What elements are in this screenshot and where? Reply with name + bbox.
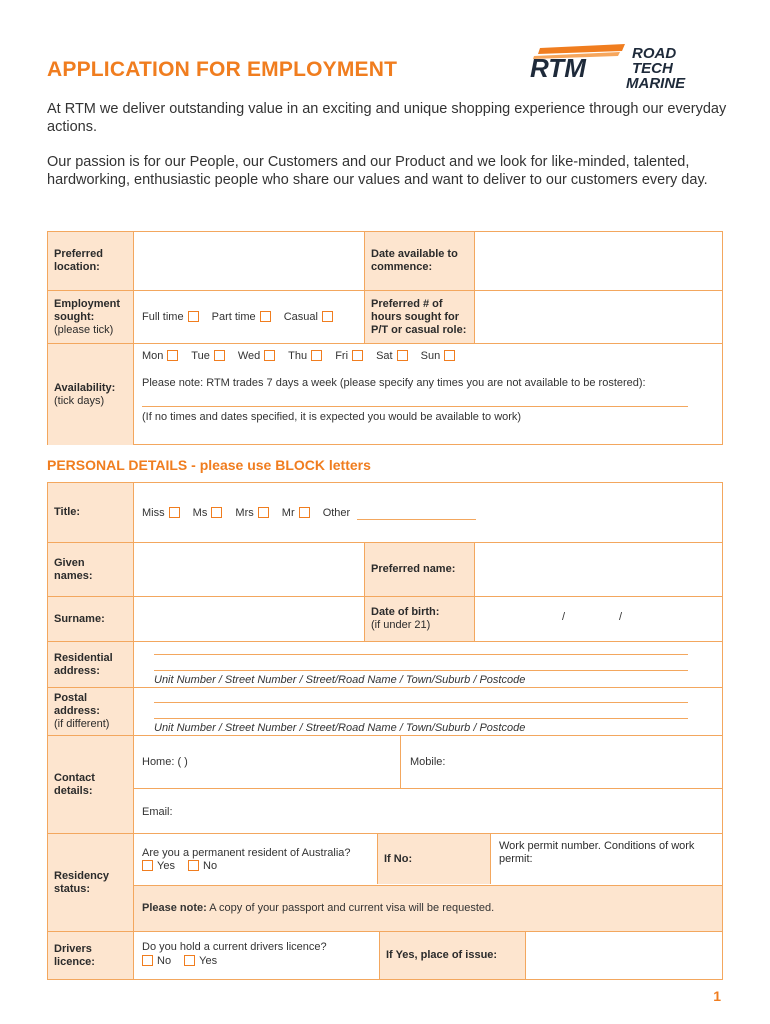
intro-paragraph-2: Our passion is for our People, our Customers and our Product and we look for like-minded, talented, hardworking, enthusiastic people who share our values and want to deliver to our customers every day.	[47, 154, 708, 188]
preferred-name-label: Preferred name:	[371, 563, 456, 575]
date-available-input[interactable]	[475, 232, 722, 290]
postal-line-2[interactable]	[154, 718, 688, 719]
postal-line-1[interactable]	[154, 702, 688, 703]
row-drivers	[48, 931, 722, 979]
residential-hint: Unit Number / Street Number / Street/Road Name / Town/Suburb / Postcode	[154, 674, 526, 686]
employment-sought-label: Employment sought:	[54, 297, 121, 323]
casual-checkbox[interactable]	[322, 311, 333, 322]
please-note-label: Please note:	[142, 902, 207, 914]
postal-hint: Unit Number / Street Number / Street/Road Name / Town/Suburb / Postcode	[154, 722, 526, 734]
intro-paragraph-1: At RTM we deliver outstanding value in an exciting and unique shopping experience through our everyday actions.	[47, 101, 727, 135]
day-sat-label: Sat	[376, 350, 393, 362]
day-mon-checkbox[interactable]	[167, 350, 178, 361]
licence-no-label: No	[157, 955, 172, 967]
drivers-licence-label: Drivers licence:	[54, 942, 95, 968]
page-number: 1	[713, 988, 721, 1004]
day-wed-checkbox[interactable]	[264, 350, 275, 361]
title-other-line[interactable]	[357, 519, 476, 520]
logo-tech-text: TECH	[632, 60, 673, 77]
row-location	[48, 232, 722, 290]
contact-separator	[134, 788, 722, 789]
part-time-label: Part time	[211, 311, 256, 323]
day-sun-label: Sun	[420, 350, 441, 362]
title-ms-checkbox[interactable]	[211, 507, 222, 518]
employment-form	[47, 231, 723, 445]
preferred-location-label: Preferred location:	[54, 248, 103, 273]
if-yes-label: If Yes, place of issue:	[386, 949, 498, 961]
title-mrs-label: Mrs	[235, 507, 254, 519]
preferred-hours-input[interactable]	[475, 291, 722, 344]
row-residential	[48, 641, 722, 687]
row-employment	[48, 290, 722, 343]
licence-no-checkbox[interactable]	[142, 955, 153, 966]
title-miss-checkbox[interactable]	[169, 507, 180, 518]
logo-rtm-text: RTM	[530, 53, 586, 83]
mobile-label: Mobile:	[410, 756, 446, 768]
rtm-logo	[530, 42, 730, 92]
contact-divider	[400, 736, 401, 788]
residency-status-label: Residency status:	[54, 869, 110, 895]
surname-label: Surname:	[54, 612, 105, 625]
availability-note: Please note: RTM trades 7 days a week (please specify any times you are not available to be rostered):	[142, 377, 646, 389]
preferred-hours-label: Preferred # of hours sought for P/T or casual role:	[371, 297, 467, 336]
surname-input[interactable]	[134, 597, 364, 642]
day-mon-label: Mon	[142, 350, 164, 362]
licence-yes-label: Yes	[199, 955, 218, 967]
availability-expected: (If no times and dates specified, it is expected you would be available to work)	[142, 411, 522, 423]
residential-line-1[interactable]	[154, 654, 688, 655]
day-fri-checkbox[interactable]	[352, 350, 363, 361]
availability-line[interactable]	[142, 406, 688, 407]
full-time-label: Full time	[142, 311, 184, 323]
title-miss-label: Miss	[142, 507, 165, 519]
title-label: Title:	[54, 506, 81, 518]
row-residency	[48, 833, 722, 931]
title-mr-checkbox[interactable]	[299, 507, 310, 518]
dob-label: Date of birth:	[371, 606, 440, 618]
passport-note-box	[134, 885, 722, 931]
row-postal	[48, 687, 722, 735]
preferred-location-input[interactable]	[134, 232, 364, 290]
day-sun-checkbox[interactable]	[444, 350, 455, 361]
preferred-name-input[interactable]	[475, 543, 722, 597]
work-permit-label[interactable]: Work permit number. Conditions of work permit:	[499, 840, 695, 865]
tick-days-note: (tick days)	[54, 394, 105, 407]
if-no-label: If No:	[384, 852, 413, 865]
title-mr-label: Mr	[281, 507, 295, 519]
day-thu-checkbox[interactable]	[311, 350, 322, 361]
row-title	[48, 483, 722, 542]
logo-marine-text: MARINE	[626, 75, 686, 92]
row-given-names	[48, 542, 722, 596]
residential-line-2[interactable]	[154, 670, 688, 671]
day-thu-label: Thu	[288, 350, 308, 362]
title-other-label: Other	[322, 507, 351, 519]
day-fri-label: Fri	[335, 350, 349, 362]
dob-slash-2: /	[619, 611, 623, 623]
permanent-no-checkbox[interactable]	[188, 860, 199, 871]
given-names-input[interactable]	[134, 543, 364, 597]
title-ms-label: Ms	[192, 507, 208, 519]
permanent-yes-label: Yes	[157, 860, 175, 872]
availability-label: Availability:	[54, 381, 116, 394]
residential-address-label: Residential address:	[54, 651, 113, 677]
postal-if-different: (if different)	[54, 718, 110, 730]
contact-details-label: Contact details:	[54, 771, 95, 797]
dob-note: (if under 21)	[371, 619, 431, 631]
title-mrs-checkbox[interactable]	[258, 507, 269, 518]
day-tue-label: Tue	[191, 350, 210, 362]
day-sat-checkbox[interactable]	[397, 350, 408, 361]
row-contact	[48, 735, 722, 833]
page-title: APPLICATION FOR EMPLOYMENT	[47, 58, 398, 81]
full-time-checkbox[interactable]	[188, 311, 199, 322]
permanent-question: Are you a permanent resident of Australia?	[142, 847, 351, 859]
given-names-label: Given names:	[54, 556, 93, 582]
casual-label: Casual	[283, 311, 318, 323]
dob-slash-1: /	[562, 611, 566, 623]
day-tue-checkbox[interactable]	[214, 350, 225, 361]
permanent-yes-checkbox[interactable]	[142, 860, 153, 871]
date-available-label: Date available to commence:	[371, 248, 458, 273]
permanent-no-label: No	[203, 860, 218, 872]
licence-question: Do you hold a current drivers licence?	[142, 941, 327, 953]
postal-address-label: Postal address:	[54, 692, 100, 717]
day-wed-label: Wed	[237, 350, 261, 362]
days-row	[142, 350, 465, 362]
email-label: Email:	[142, 806, 173, 818]
home-phone-label: Home: ( )	[142, 756, 188, 768]
passport-note: A copy of your passport and current visa will be requested.	[206, 902, 495, 914]
row-availability	[48, 343, 722, 445]
part-time-checkbox[interactable]	[260, 311, 271, 322]
personal-details-form	[47, 482, 723, 980]
licence-yes-checkbox[interactable]	[184, 955, 195, 966]
personal-details-heading: PERSONAL DETAILS - please use BLOCK letters	[47, 457, 371, 473]
place-of-issue-input[interactable]	[526, 932, 722, 980]
please-tick-note: (please tick)	[54, 323, 114, 336]
logo-road-text: ROAD	[632, 45, 677, 62]
row-surname	[48, 596, 722, 641]
